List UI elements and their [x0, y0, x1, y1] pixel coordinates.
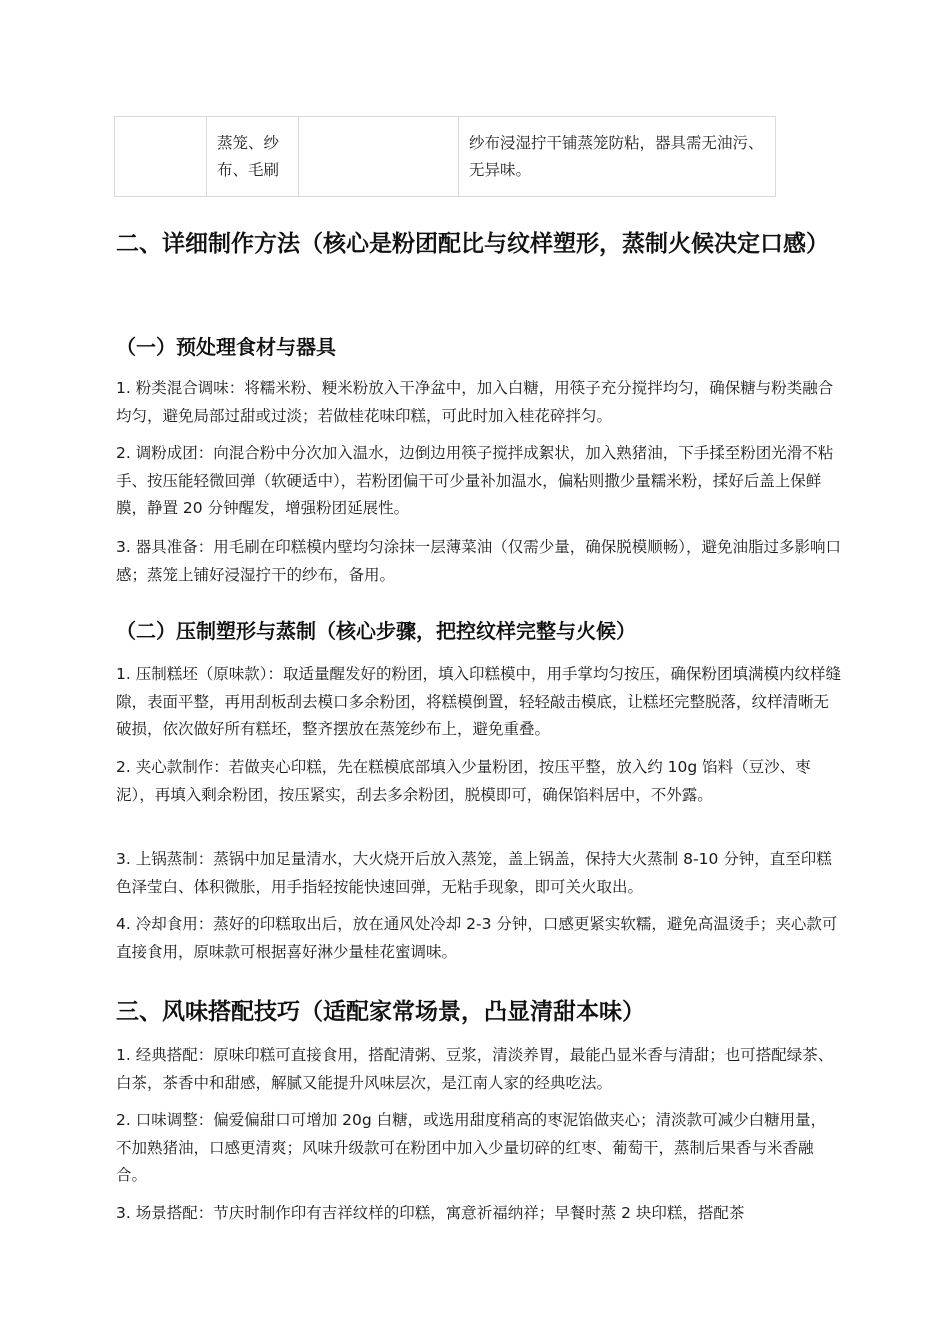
section-3-heading: 三、风味搭配技巧（适配家常场景，凸显清甜本味） — [116, 999, 645, 1025]
list-item: 1. 经典搭配：原味印糕可直接食用，搭配清粥、豆浆，清淡养胃，最能凸显米香与清甜；也可搭配绿茶、白茶，茶香中和甜感，解腻又能提升风味层次，是江南人家的经典吃法。 — [116, 1046, 834, 1092]
subsection-2-heading: （二）压制塑形与蒸制（核心步骤，把控纹样完整与火候） — [116, 619, 636, 643]
table-cell-item: 蒸笼、纱布、毛刷 — [207, 117, 299, 197]
list-item: 2. 夹心款制作：若做夹心印糕，先在糕模底部填入少量粉团，按压平整，放入约 10g 馅料（豆沙、枣泥），再填入剩余粉团，按压紧实，刮去多余粉团，脱模即可，确保馅料居中，不外露。 — [116, 758, 811, 804]
subsection-1-heading: （一）预处理食材与器具 — [116, 335, 336, 359]
table-cell-spec — [299, 117, 459, 197]
section-2-heading: 二、详细制作方法（核心是粉团配比与纹样塑形，蒸制火候决定口感） — [116, 231, 829, 257]
list-item: 3. 场景搭配：节庆时制作印有吉祥纹样的印糕，寓意祈福纳祥；早餐时蒸 2 块印糕，搭配茶 — [116, 1204, 745, 1222]
list-item: 3. 上锅蒸制：蒸锅中加足量清水，大火烧开后放入蒸笼，盖上锅盖，保持大火蒸制 8-10 分钟，直至印糕色泽莹白、体积微胀，用手指轻按能快速回弹，无粘手现象，即可关火取出。 — [116, 850, 832, 896]
list-item: 3. 器具准备：用毛刷在印糕模内壁均匀涂抹一层薄菜油（仅需少量，确保脱模顺畅），避免油脂过多影响口感；蒸笼上铺好浸湿拧干的纱布，备用。 — [116, 538, 841, 584]
tools-table — [114, 116, 776, 197]
table-cell-note: 纱布浸湿拧干铺蒸笼防粘，器具需无油污、无异味。 — [459, 117, 776, 197]
list-item: 1. 压制糕坯（原味款）：取适量醒发好的粉团，填入印糕模中，用手掌均匀按压，确保粉团填满模内纹样缝隙，表面平整，再用刮板刮去模口多余粉团，将糕模倒置，轻轻敲击模底，让糕坯完整脱落，纹样清晰无破损，依次做好所有糕坯，整齐摆放在蒸笼纱布上，避免重叠。 — [116, 665, 841, 738]
list-item: 2. 口味调整：偏爱偏甜口可增加 20g 白糖，或选用甜度稍高的枣泥馅做夹心；清淡款可减少白糖用量，不加熟猪油，口感更清爽；风味升级款可在粉团中加入少量切碎的红枣、葡萄干，蒸制后果香与米香融合。 — [116, 1111, 827, 1184]
list-item: 1. 粉类混合调味：将糯米粉、粳米粉放入干净盆中，加入白糖，用筷子充分搅拌均匀，确保糖与粉类融合均匀，避免局部过甜或过淡；若做桂花味印糕，可此时加入桂花碎拌匀。 — [116, 379, 834, 425]
list-item: 2. 调粉成团：向混合粉中分次加入温水，边倒边用筷子搅拌成絮状，加入熟猪油，下手揉至粉团光滑不粘手、按压能轻微回弹（软硬适中），若粉团偏干可少量补加温水，偏粘则撒少量糯米粉，揉好后盖上保鲜膜，静置 20 分钟醒发，增强粉团延展性。 — [116, 444, 834, 517]
table-row — [115, 117, 776, 197]
list-item: 4. 冷却食用：蒸好的印糕取出后，放在通风处冷却 2-3 分钟，口感更紧实软糯，避免高温烫手；夹心款可直接食用，原味款可根据喜好淋少量桂花蜜调味。 — [116, 915, 838, 961]
table-cell-category — [115, 117, 207, 197]
